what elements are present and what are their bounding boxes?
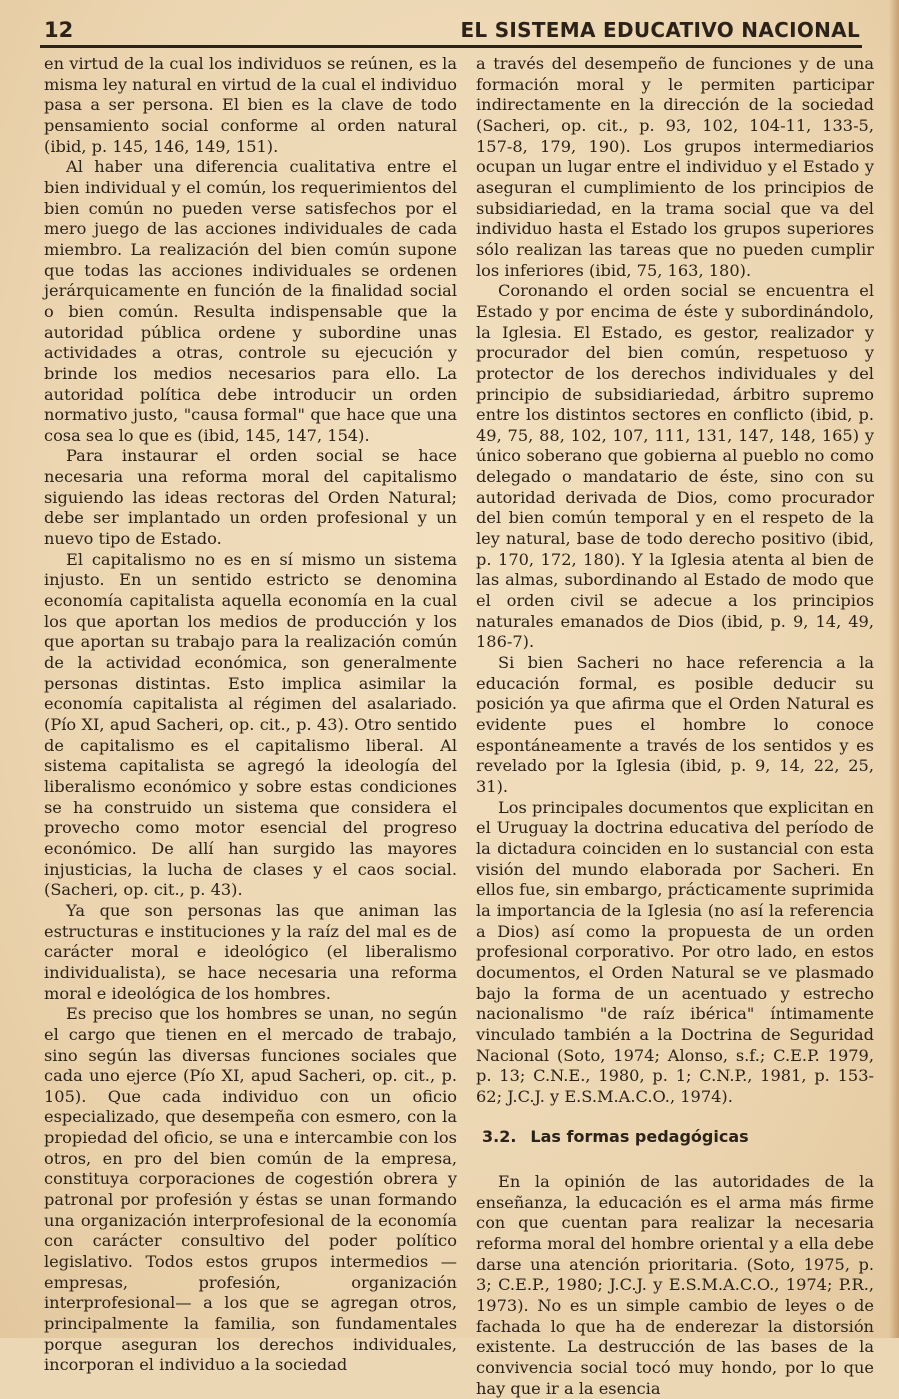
right-column: [476, 54, 874, 1399]
header-rule: [40, 45, 862, 48]
paragraph: Los principales documentos que explicitan en el Uruguay la doctrina educativa del período de la dictadura coinciden en lo sustancial con esta visión del mundo elaborada por Sacheri. En ellos fue, sin embargo, prácticamente suprimida la importancia de la Iglesia (no así la referencia a Dios) así como la propuesta de un orden profesional corporativo. Por otro lado, en estos documentos, el Orden Natural se ve plasmado bajo la forma de un acentuado y estrecho nacionalismo "de raíz ibérica" íntimamente vinculado también a la Doctrina de Seguridad Nacional (Soto, 1974; Alonso, s.f.; C.E.P. 1979, p. 13; C.N.E., 1980, p. 1; C.N.P., 1981, p. 153-62; J.C.J. y E.S.M.A.C.O., 1974).: [476, 797, 874, 1106]
page-edge-shadow: [889, 0, 899, 1338]
paragraph: Ya que son personas las que animan las estructuras e instituciones y la raíz del mal es de carácter moral e ideológico (el liberalismo individualista), se hace necesaria una reforma moral e ideológica de los hombres.: [44, 900, 457, 1003]
paragraph: en virtud de la cual los individuos se reúnen, es la misma ley natural en virtud de la cual el individuo pasa a ser persona. El bien es la clave de todo pensamiento social conforme al orden natural (ibid, p. 145, 146, 149, 151).: [44, 54, 457, 156]
paragraph: Coronando el orden social se encuentra el Estado y por encima de éste y subordinándolo, la Iglesia. El Estado, es gestor, realizador y procurador del bien común, respetuoso y protector de los derechos individuales y del principio de subsidiariedad, árbitro supremo entre los distintos sectores en conflicto (ibid, p. 49, 75, 88, 102, 107, 111, 131, 147, 148, 165) y único soberano que gobierna al pueblo no como delegado o mandatario de éste, sino con su autoridad derivada de Dios, como procurador del bien común temporal y en el respeto de la ley natural, base de todo derecho positivo (ibid, p. 170, 172, 180). Y la Iglesia atenta al bien de las almas, subordinando al Estado de modo que el orden civil se adecue a los principios naturales emanados de Dios (ibid, p. 9, 14, 49, 186-7).: [476, 281, 874, 652]
paragraph: En la opinión de las autoridades de la enseñanza, la educación es el arma más firme con que cuentan para realizar la necesaria reforma moral del hombre oriental y a ella debe darse una atención prioritaria. (Soto, 1975, p. 3; C.E.P., 1980; J.C.J. y E.S.M.A.C.O., 1974; P.R., 1973). No es un simple cambio de leyes o de fachada lo que ha de enderezar la distorsión existente. La destrucción de las bases de la convivencia social tocó muy hondo, por lo que hay que ir a la esencia: [476, 1172, 874, 1398]
section-title: Las formas pedagógicas: [530, 1127, 749, 1147]
left-column: [44, 54, 457, 1376]
paragraph: a través del desempeño de funciones y de una formación moral y le permiten participar indirectamente en la dirección de la sociedad (Sacheri, op. cit., p. 93, 102, 104-11, 133-5, 157-8, 179, 190). Los grupos intermediarios ocupan un lugar entre el individuo y el Estado y aseguran el cumplimiento de los principios de subsidiariedad, en la trama social que va del individuo hasta el Estado los grupos superiores sólo realizan las tareas que no pueden cumplir los inferiores (ibid, 75, 163, 180).: [476, 54, 874, 280]
paragraph: Es preciso que los hombres se unan, no según el cargo que tienen en el mercado de trabajo, sino según las diversas funciones sociales que cada uno ejerce (Pío XI, apud Sacheri, op. cit., p. 105). Que cada individuo con un oficio especializado, que desempeña con esmero, con la propiedad del oficio, se una e intercambie con los otros, en pro del bien común de la empresa, constituya corporaciones de cogestión obrera y patronal por profesión y éstas se unan formando una organización interprofesional de la economía con carácter consultivo del poder político legislativo. Todos estos grupos intermedios —empresas, profesión, organización interprofesional— a los que se agregan otros, principalmente la familia, son fundamentales porque aseguran los derechos individuales, incorporan el individuo a la sociedad: [44, 1004, 457, 1375]
paragraph: Para instaurar el orden social se hace necesaria una reforma moral del capitalismo siguiendo las ideas rectoras del Orden Natural; debe ser implantado un orden profesional y un nuevo tipo de Estado.: [44, 446, 457, 549]
paragraph: Al haber una diferencia cualitativa entre el bien individual y el común, los requerimientos del bien común no pueden verse satisfechos por el mero juego de las acciones individuales de cada miembro. La realización del bien común supone que todas las acciones individuales se ordenen jerárquicamente en función de la finalidad social o bien común. Resulta indispensable que la autoridad pública ordene y subordine unas actividades a otras, controle su ejecución y brinde los medios necesarios para ello. La autoridad política debe introducir un orden normativo justo, "causa formal" que hace que una cosa sea lo que es (ibid, 145, 147, 154).: [44, 157, 457, 445]
section-heading: [482, 1127, 874, 1148]
page-number: 12: [44, 18, 74, 42]
page-header: [40, 16, 862, 44]
running-title: EL SISTEMA EDUCATIVO NACIONAL: [460, 18, 860, 42]
paragraph: Si bien Sacheri no hace referencia a la educación formal, es posible deducir su posición ya que afirma que el Orden Natural es evidente pues el hombre lo conoce espontáneamente a través de los sentidos y es revelado por la Iglesia (ibid, p. 9, 14, 22, 25, 31).: [476, 653, 874, 796]
section-number: 3.2.: [482, 1127, 517, 1147]
paragraph: El capitalismo no es en sí mismo un sistema injusto. En un sentido estricto se denomina economía capitalista aquella economía en la cual los que aportan los medios de producción y los que aportan su trabajo para la realización común de la actividad económica, son generalmente personas distintas. Esto implica asimilar la economía capitalista al régimen del asalariado. (Pío XI, apud Sacheri, op. cit., p. 43). Otro sentido de capitalismo es el capitalismo liberal. Al sistema capitalista se agregó la ideología del liberalismo económico y sobre estas condiciones se ha construido un sistema que considera el provecho como motor esencial del progreso económico. De allí han surgido las mayores injusticias, la lucha de clases y el caos social. (Sacheri, op. cit., p. 43).: [44, 549, 457, 900]
